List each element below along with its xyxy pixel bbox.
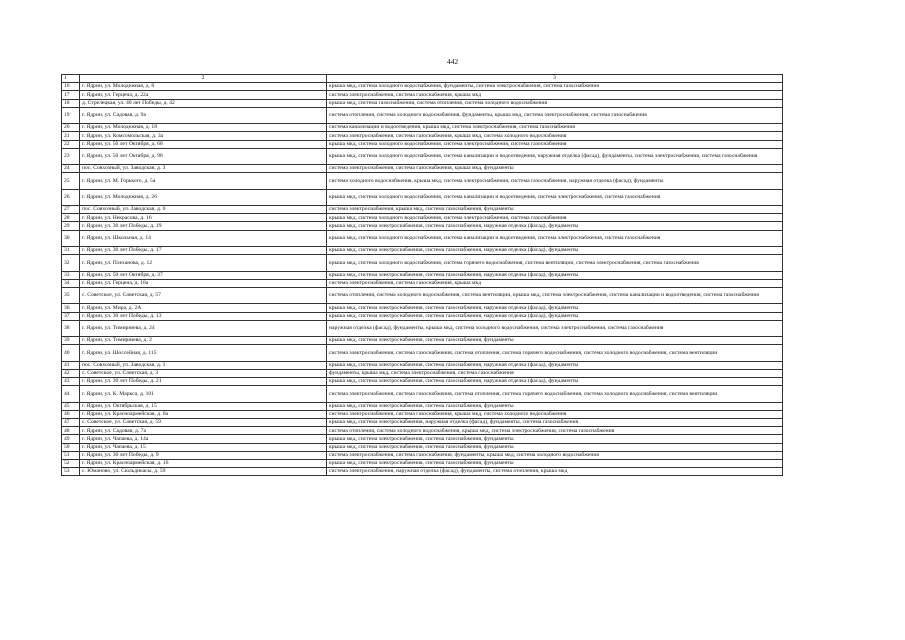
row-number: 17 bbox=[62, 91, 80, 99]
table-row bbox=[62, 91, 783, 99]
row-works: система электроснабжения, система газоснабжения, крыша мкд, система холодного водоснабжения bbox=[327, 132, 783, 140]
table-row bbox=[62, 459, 783, 467]
row-works: система электроснабжения, система газоснабжения, крыша мкд, фундаменты bbox=[327, 165, 783, 173]
row-address: г. Ядрин, ул. К. Маркса, д. 101 bbox=[80, 386, 327, 402]
row-works: крыша мкд, система электроснабжения, система газоснабжения, фундаменты bbox=[327, 443, 783, 451]
row-address: д. Стрелецкая, ул. 40 лет Победы, д. 42 bbox=[80, 99, 327, 107]
row-number: 26 bbox=[62, 189, 80, 205]
table-row bbox=[62, 230, 783, 246]
row-works: крыша мкд, система электроснабжения, система газоснабжения, фундаменты bbox=[327, 435, 783, 443]
table-row bbox=[62, 222, 783, 230]
row-works: система холодного водоснабжения, крыша мкд, система электроснабжения, система газоснабжения, наружная отделка (фасад), фундаменты bbox=[327, 173, 783, 189]
row-works: система электроснабжения, система газоснабжения, фундаменты, крыша мкд, система холодного водоснабжения bbox=[327, 451, 783, 459]
row-works: крыша мкд, система холодного водоснабжения, система канализации и водоотведения, наружная отделка (фасад), фундаменты, система электроснабжения, система газоснабжения bbox=[327, 148, 783, 164]
row-number: 22 bbox=[62, 140, 80, 148]
table-row bbox=[62, 337, 783, 345]
row-address: г. Ядрин, ул. Молодежная, д. 26 bbox=[80, 189, 327, 205]
row-address: г. Ядрин, ул. Садовая, д. 9а bbox=[80, 107, 327, 123]
row-address: г. Ядрин, ул. Шоссейная, д. 115 bbox=[80, 345, 327, 361]
row-number: 40 bbox=[62, 345, 80, 361]
row-address: г. Ядрин, ул. Молодежная, д. 8 bbox=[80, 83, 327, 91]
row-works: система электроснабжения, крыша мкд, система газоснабжения, фундаменты bbox=[327, 206, 783, 214]
row-number: 52 bbox=[62, 459, 80, 467]
row-number: 45 bbox=[62, 402, 80, 410]
row-works: крыша мкд, система электроснабжения, система газоснабжения, наружная отделка (фасад), фундаменты bbox=[327, 312, 783, 320]
row-works: крыша мкд, система электроснабжения, система газоснабжения, наружная отделка (фасад), фундаменты bbox=[327, 271, 783, 279]
row-works: крыша мкд, система электроснабжения, система газоснабжения, фундаменты bbox=[327, 402, 783, 410]
row-address: г. Ядрин, ул. М. Горького, д. 5а bbox=[80, 173, 327, 189]
row-address: г. Ядрин, ул. Некрасова, д. 16 bbox=[80, 214, 327, 222]
row-address: г. Ядрин, ул. Садовая, д. 7а bbox=[80, 427, 327, 435]
row-address: г. Ядрин, ул. Комсомольская, д. 3а bbox=[80, 132, 327, 140]
table-row bbox=[62, 378, 783, 386]
table-row bbox=[62, 206, 783, 214]
row-works: система канализации и водоотведения, крыша мкд, система электроснабжения, система газоснабжения bbox=[327, 124, 783, 132]
header-col-3: 3 bbox=[327, 75, 783, 83]
row-works: крыша мкд, система электроснабжения, наружная отделка (фасад), фундаменты, система газоснабжения bbox=[327, 419, 783, 427]
row-works: система электроснабжения, система газоснабжения, система отопления, система горячего водоснабжения, система холодного водоснабжения, система вентиляции bbox=[327, 386, 783, 402]
row-address: г. Ядрин, ул. Октябрьская, д. 15 bbox=[80, 402, 327, 410]
row-number: 41 bbox=[62, 361, 80, 369]
row-works: крыша мкд, система газоснабжения, система отопления, система холодного водоснабжения bbox=[327, 99, 783, 107]
row-works: система электроснабжения, наружная отделка (фасад), фундаменты, система отопления, крыша мкд bbox=[327, 468, 783, 476]
table-row bbox=[62, 255, 783, 271]
table-row bbox=[62, 361, 783, 369]
table-row bbox=[62, 83, 783, 91]
header-col-2: 2 bbox=[80, 75, 327, 83]
table-row bbox=[62, 320, 783, 336]
row-number: 31 bbox=[62, 247, 80, 255]
table-row bbox=[62, 148, 783, 164]
row-address: г. Ядрин, ул. Чапаева, д. 14а bbox=[80, 435, 327, 443]
table-row bbox=[62, 247, 783, 255]
row-works: система отопления, система холодного водоснабжения, крыша мкд, система электроснабжения, система газоснабжения bbox=[327, 427, 783, 435]
row-address: г. Ядрин, ул. Герцена, д. 22а bbox=[80, 91, 327, 99]
table-row bbox=[62, 214, 783, 222]
row-works: наружная отделка (фасад), фундаменты, крыша мкд, система холодного водоснабжения, система электроснабжения, система газоснабжения bbox=[327, 320, 783, 336]
table-row bbox=[62, 427, 783, 435]
row-number: 51 bbox=[62, 451, 80, 459]
row-works: крыша мкд, система холодного водоснабжения, система электроснабжения, система газоснабжения bbox=[327, 214, 783, 222]
row-address: пос. Совхозный, ул. Заводская, д. 1 bbox=[80, 361, 327, 369]
table-row bbox=[62, 173, 783, 189]
row-address: с. Советское, ул. Советская, д. 3 bbox=[80, 369, 327, 377]
table-row bbox=[62, 402, 783, 410]
row-works: система электроснабжения, система газоснабжения, система отопления, система горячего водоснабжения, система холодного водоснабжения, система вентиляции bbox=[327, 345, 783, 361]
row-number: 20 bbox=[62, 124, 80, 132]
row-address: г. Ядрин, ул. Тимирязева, д. 2 bbox=[80, 337, 327, 345]
row-works: система электроснабжения, система газоснабжения, крыша мкд bbox=[327, 91, 783, 99]
row-address: с. Юманово, ул. Сюльдикасы, д. 59 bbox=[80, 468, 327, 476]
row-works: крыша мкд, система электроснабжения, система газоснабжения, наружная отделка (фасад), фундаменты bbox=[327, 378, 783, 386]
row-number: 47 bbox=[62, 419, 80, 427]
row-number: 43 bbox=[62, 378, 80, 386]
row-number: 27 bbox=[62, 206, 80, 214]
row-works: крыша мкд, система электроснабжения, система газоснабжения, наружная отделка (фасад), фундаменты bbox=[327, 361, 783, 369]
row-address: г. Ядрин, ул. 30 лет Победы, д. 17 bbox=[80, 247, 327, 255]
row-number: 46 bbox=[62, 410, 80, 418]
row-works: система отопления, система холодного водоснабжения, система вентиляции, крыша мкд, система электроснабжения, система канализации и водоотведения, система газоснабжения bbox=[327, 287, 783, 303]
row-works: крыша мкд, система электроснабжения, система газоснабжения, наружная отделка (фасад), фундаменты bbox=[327, 222, 783, 230]
row-works: крыша мкд, система холодного водоснабжения, фундаменты, система электроснабжения, система газоснабжения bbox=[327, 83, 783, 91]
table-row bbox=[62, 443, 783, 451]
table-header-row bbox=[62, 75, 783, 83]
row-address: г. Ядрин, ул. 30 лет Победы, д. 13 bbox=[80, 312, 327, 320]
row-number: 39 bbox=[62, 337, 80, 345]
row-number: 19 bbox=[62, 107, 80, 123]
row-number: 50 bbox=[62, 443, 80, 451]
row-address: г. Ядрин, ул. Плеханова, д. 12 bbox=[80, 255, 327, 271]
row-address: г. Ядрин, ул. Герцена, д. 18а bbox=[80, 279, 327, 287]
row-address: г. Ядрин, ул. Школьная, д. 14 bbox=[80, 230, 327, 246]
row-number: 23 bbox=[62, 148, 80, 164]
header-col-1: 1 bbox=[62, 75, 80, 83]
row-number: 29 bbox=[62, 222, 80, 230]
table-row bbox=[62, 124, 783, 132]
row-address: г. Ядрин, ул. 50 лет Октября, д. 98 bbox=[80, 148, 327, 164]
row-address: г. Ядрин, ул. Чапаева, д. 15 bbox=[80, 443, 327, 451]
row-works: крыша мкд, система электроснабжения, система газоснабжения, фундаменты bbox=[327, 459, 783, 467]
row-works: крыша мкд, система электроснабжения, система газоснабжения, фундаменты bbox=[327, 337, 783, 345]
table-row bbox=[62, 312, 783, 320]
table-row bbox=[62, 468, 783, 476]
row-address: г. Ядрин, ул. 30 лет Победы, д. 19 bbox=[80, 222, 327, 230]
row-number: 33 bbox=[62, 271, 80, 279]
row-number: 44 bbox=[62, 386, 80, 402]
row-address: с. Советское, ул. Советская, д. 59 bbox=[80, 419, 327, 427]
row-address: г. Ядрин, ул. 50 лет Октября, д. 68 bbox=[80, 140, 327, 148]
table-row bbox=[62, 345, 783, 361]
table-row bbox=[62, 419, 783, 427]
row-number: 36 bbox=[62, 304, 80, 312]
row-number: 18 bbox=[62, 99, 80, 107]
table-row bbox=[62, 132, 783, 140]
row-number: 16 bbox=[62, 83, 80, 91]
table-row bbox=[62, 189, 783, 205]
table-row bbox=[62, 140, 783, 148]
row-number: 21 bbox=[62, 132, 80, 140]
row-works: крыша мкд, система электроснабжения, система газоснабжения, наружная отделка (фасад), фундаменты bbox=[327, 247, 783, 255]
row-works: система отопления, система холодного водоснабжения, фундаменты, крыша мкд, система электроснабжения, система газоснабжения bbox=[327, 107, 783, 123]
row-number: 48 bbox=[62, 427, 80, 435]
row-number: 32 bbox=[62, 255, 80, 271]
row-address: с. Советское, ул. Советская, д. 57 bbox=[80, 287, 327, 303]
row-works: крыша мкд, система холодного водоснабжения, система горячего водоснабжения, система вентиляции, система электроснабжения, система газоснабжения bbox=[327, 255, 783, 271]
table-row bbox=[62, 386, 783, 402]
row-number: 53 bbox=[62, 468, 80, 476]
row-works: фундаменты, крыша мкд, система электроснабжения, система газоснабжения bbox=[327, 369, 783, 377]
row-number: 38 bbox=[62, 320, 80, 336]
table-row bbox=[62, 165, 783, 173]
row-address: г. Ядрин, ул. 50 лет Октября, д. 37 bbox=[80, 271, 327, 279]
table-row bbox=[62, 107, 783, 123]
row-address: г. Ядрин, ул. Красноармейская, д. 8а bbox=[80, 410, 327, 418]
row-address: г. Ядрин, ул. Мира, д. 2А bbox=[80, 304, 327, 312]
table-row bbox=[62, 99, 783, 107]
row-number: 25 bbox=[62, 173, 80, 189]
table-row bbox=[62, 304, 783, 312]
row-number: 37 bbox=[62, 312, 80, 320]
row-address: г. Ядрин, ул. Молодежная, д. 18 bbox=[80, 124, 327, 132]
row-number: 34 bbox=[62, 279, 80, 287]
row-number: 42 bbox=[62, 369, 80, 377]
page-number: 442 bbox=[446, 57, 459, 66]
table-row bbox=[62, 271, 783, 279]
row-address: пос. Совхозный, ул. Заводская, д. 6 bbox=[80, 206, 327, 214]
row-number: 24 bbox=[62, 165, 80, 173]
row-works: система электроснабжения, система газоснабжения, крыша мкд, система холодного водоснабжения bbox=[327, 410, 783, 418]
row-number: 49 bbox=[62, 435, 80, 443]
row-address: г. Ядрин, ул. Тимирязева, д. 24 bbox=[80, 320, 327, 336]
works-table bbox=[61, 74, 783, 476]
row-address: г. Ядрин, ул. 30 лет Победы, д. 9 bbox=[80, 451, 327, 459]
row-number: 28 bbox=[62, 214, 80, 222]
row-number: 35 bbox=[62, 287, 80, 303]
row-number: 30 bbox=[62, 230, 80, 246]
row-address: г. Ядрин, ул. 30 лет Победы, д. 21 bbox=[80, 378, 327, 386]
table-row bbox=[62, 410, 783, 418]
row-address: пос. Совхозный, ул. Заводская, д. 3 bbox=[80, 165, 327, 173]
table-row bbox=[62, 369, 783, 377]
table-row bbox=[62, 279, 783, 287]
row-works: крыша мкд, система холодного водоснабжения, система канализации и водоотведения, система электроснабжения, система газоснабжения bbox=[327, 230, 783, 246]
row-works: крыша мкд, система холодного водоснабжения, система электроснабжения, система газоснабжения bbox=[327, 140, 783, 148]
table-row bbox=[62, 451, 783, 459]
row-works: система электроснабжения, система газоснабжения, крыша мкд bbox=[327, 279, 783, 287]
row-works: крыша мкд, система электроснабжения, система газоснабжения, наружная отделка (фасад), фундаменты bbox=[327, 304, 783, 312]
row-works: крыша мкд, система холодного водоснабжения, система канализации и водоотведения, система электроснабжения, система газоснабжения bbox=[327, 189, 783, 205]
table-row bbox=[62, 287, 783, 303]
row-address: г. Ядрин, ул. Красноармейская, д. 16 bbox=[80, 459, 327, 467]
table-row bbox=[62, 435, 783, 443]
